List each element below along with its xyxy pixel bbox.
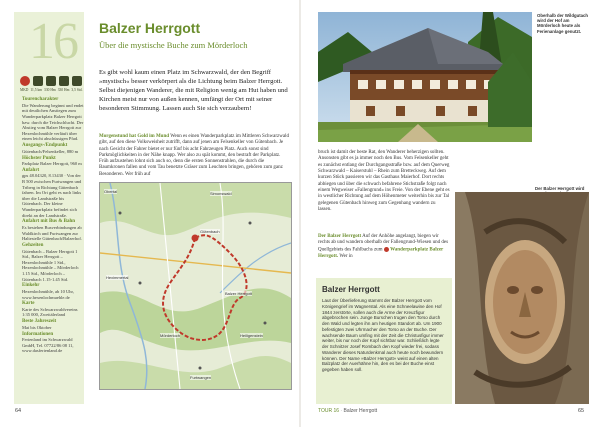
sidebar-heading: Gehzeiten: [22, 242, 44, 248]
sidebar-body: Karte des Schwarzwaldvereins 1:35 000, Zweitälerland: [22, 306, 78, 318]
sidebar-body: gps 48.04320, 8.13430 · Von der B 500 zwischen Furtwangen und Triberg in Richtung Gütenbach fahren. Im Ort geht es nach links über die Landstraße bis Gütenbach. Der kleine Wanderparkplatz befindet sich direkt an der Landstraße.: [22, 173, 82, 218]
map-label: Heiligenstein: [240, 333, 263, 338]
photo-caption: Der Balzer Herrgott wird: [535, 186, 585, 191]
sidebar-heading: Einkehr: [22, 283, 40, 289]
icon-value: 330 Hm: [44, 88, 56, 92]
sidebar-heading: Anfahrt: [22, 167, 40, 173]
sidebar-body: Gütenbach – Balzer Herrgott 1 Std., Balzer Herrgott – Hexenlochmühle 1 Std., Hexenlochmühle – Mörderloch 1.15 Std., Mörderloch – Gütenbach 1.15-1.45 Std.: [22, 248, 79, 282]
section-heading: Morgenstund hat Gold im Mund: [99, 134, 170, 139]
start-icon: [20, 76, 30, 86]
section-heading: Der Balzer Herrgott: [318, 234, 362, 239]
lead-paragraph: Es gibt wohl kaum einen Platz im Schwarzwald, der den Begriff »mystisch« besser verkörpert als die Lichtung beim Balzer Herrgott. Selbst diejenigen Wanderer, die mit Religion wenig am Hut haben und Kirchen meist nur von außen kennen, umfängt der Ort mit seiner besonderen Stimmung. Lassen auch Sie sich verzaubern!: [99, 69, 288, 112]
page-number-left: 64: [15, 408, 22, 414]
map-label: Heximmertal: [106, 275, 129, 280]
body-text: Wer in: [339, 253, 353, 259]
tour-icon-values: [20, 88, 86, 92]
sidebar-body: Die Wanderung beginnt und endet mit deutlichen Anstiegen zum Wanderparkplatz Balzer Herrgott bzw. durch die Teichschlucht. Der Abstieg vom Balzer Herrgott zur Hexenlochmühle verläuft über einen leicht abschüssigen Pfad.: [22, 102, 84, 142]
page-number-right: 65: [578, 408, 585, 414]
body-paragraph: bruch ist damit der beste Rat, den Wanderer beherzigen sollten. Ansonsten gibt es ja immer noch den Bus. Vom Felsenkeller geht es zunächst entlang der Durchgangsstraße bzw. auf dem Querweg Schwarzwald – Kaiserstuhl – Rhein zum Bretteckweg. Auf dem kurzen Stück passieren wir das Gasthaus Maierhof. Dort rechts abbiegen und über die schwach befahrene Stichstraße folgt nach einem Wegweiser »Fallengrund« ins Freie. Von der Ebene geht es in westlicher Richtung auf dem Höhenmeter weiterhin bis zur Tal gelegenen Gütenbach hinweg zum Gegenhang wandern zu lassen.: [318, 150, 450, 213]
sidebar-body: Es bestehen Busverbindungen ab Waldkirch und Furtwangen zur Haltestelle Gütenbach/Balzerhof.: [22, 225, 82, 242]
icon-value: 11,5 km: [30, 88, 43, 92]
body-paragraph: [99, 134, 291, 178]
ascent-icon: [46, 76, 56, 86]
sidebar-heading: Karte: [22, 301, 35, 307]
info-box: [316, 278, 452, 404]
time-icon: [72, 76, 82, 86]
info-box-text: Laut der Überlieferung stammt der Balzer Herrgott vom Königengrief im Wagnerstal. Als eine Schneelawine den Hof 1844 zerstörte, sollen auch die Arme der Kreuzfigur abgebrochen sein. Junge Burschen trugen den Torso durch den Wald und legten ihn am heutigen Standort ab. Um 1900 befestigten zwei Uhrmacher den Torso an der Buche. Der wachsende Baum umfing mit der Zeit die Christusfigur immer weiter, bis nur noch der Kopf sichtbar war. Schließlich legte der Schnitzer Josef Rombach den Kopf wieder frei, sodass Wanderer dieses Naturdenkmal auch heute noch bewundern können. Der Name »Balzer Herrgott« weist auf einen alten Balzplatz der Auerhähne hin, den es bei der Buche einst gegeben haben soll.: [322, 298, 444, 372]
sidebar-heading: Informationen: [22, 331, 54, 337]
page-footer: [318, 408, 377, 414]
sidebar-body: Mai bis Oktober: [22, 324, 52, 330]
tree-carving-photo: [455, 192, 589, 404]
map-label: Furtwangen: [190, 375, 212, 380]
descent-icon: [59, 76, 69, 86]
sidebar-body: Gütenbach/Felsenkeller, 880 m: [22, 148, 79, 154]
tour-icons: [20, 76, 84, 86]
icon-value: 3,5 Std.: [71, 88, 83, 92]
sidebar-body: Parkplatz Balzer Herrgott, 960 m: [22, 161, 82, 167]
map-graphic: [100, 183, 291, 389]
distance-icon: [33, 76, 43, 86]
body-text: Auf der Anhöhe angelangt, biegen wir rechts ab und wandern oberhalb der Fallengrund-Wiesen und des Quellgebiets des Fahlbachs zum: [318, 234, 449, 253]
footer-title: Balzer Herrgott: [343, 408, 378, 414]
tree-carving-image: [455, 192, 589, 404]
info-box-title: Balzer Herrgott: [322, 285, 380, 294]
map-label: Simonswald: [210, 191, 232, 196]
map-label: Gütenbach: [200, 229, 220, 234]
sidebar-heading: Ausgangs-/Endpunkt: [22, 143, 68, 149]
sidebar-heading: Anfahrt mit Bus & Bahn: [22, 219, 76, 225]
icon-value: MKD: [20, 88, 29, 92]
farmhouse-image: [318, 12, 532, 142]
sidebar-heading: Tourencharakter: [22, 97, 59, 103]
sidebar-body: Ferienland im Schwarzwald GmbH, Tel. 07722/86 08 11, www.dasferienland.de: [22, 337, 74, 354]
footer-tour: TOUR 16: [318, 408, 340, 414]
parking-label: Wanderparkplatz Balzer Herrgott.: [318, 247, 444, 259]
parking-marker-icon: [384, 247, 389, 252]
map-label: Mörderloch: [160, 333, 181, 338]
route-map: [99, 182, 292, 390]
page-subtitle: Über die mystische Buche zum Mörderloch: [99, 40, 248, 50]
footer-separator: ·: [340, 408, 343, 414]
map-label: Obertal: [104, 189, 118, 194]
gutter: [299, 0, 301, 427]
sidebar-body: Hexenlochmühle, ab 10 Uhr, www.hexenlochmuehle.de: [22, 288, 74, 300]
body-text: Wenn es einen Wanderparkplatz im Mittleren Schwarzwald gibt, auf den diese Volksweisheit zutrifft, dann auf jenen am Felsenkeller von Gütenbach. Je nach Gesicht der Fahrer bietet er nur fünf bis acht Fahrzeugen Platz. Auch sonst sind Parkmöglichkeiten in der Nähe knapp. Wer also zu spät kommt, den bestraft der Parkplatz. Früh aufzustehen lohnt sich auch so, denn die ersten Sonnenstrahlen, die durch die Baumkronen fallen und vom Tau benetzte Gräser zum Leuchten bringen, gehören zum ganz Besonderen. Wer früh auf: [99, 134, 289, 177]
icon-value: 330 Hm: [57, 88, 70, 92]
map-label: Balzer Herrgott: [225, 291, 252, 296]
sidebar-heading: Beste Jahreszeit: [22, 319, 57, 325]
farmhouse-photo: [318, 12, 532, 142]
body-paragraph: [318, 234, 450, 260]
sidebar-heading: Höchster Punkt: [22, 155, 56, 161]
photo-caption: Oberhalb der Wildgutach wird der Hof am Mörderloch heute als Ferienanlage genutzt.: [537, 13, 589, 34]
sidebar-text: [22, 96, 84, 354]
page-title: Balzer Herrgott: [99, 20, 201, 36]
tour-number: 16: [29, 13, 77, 70]
